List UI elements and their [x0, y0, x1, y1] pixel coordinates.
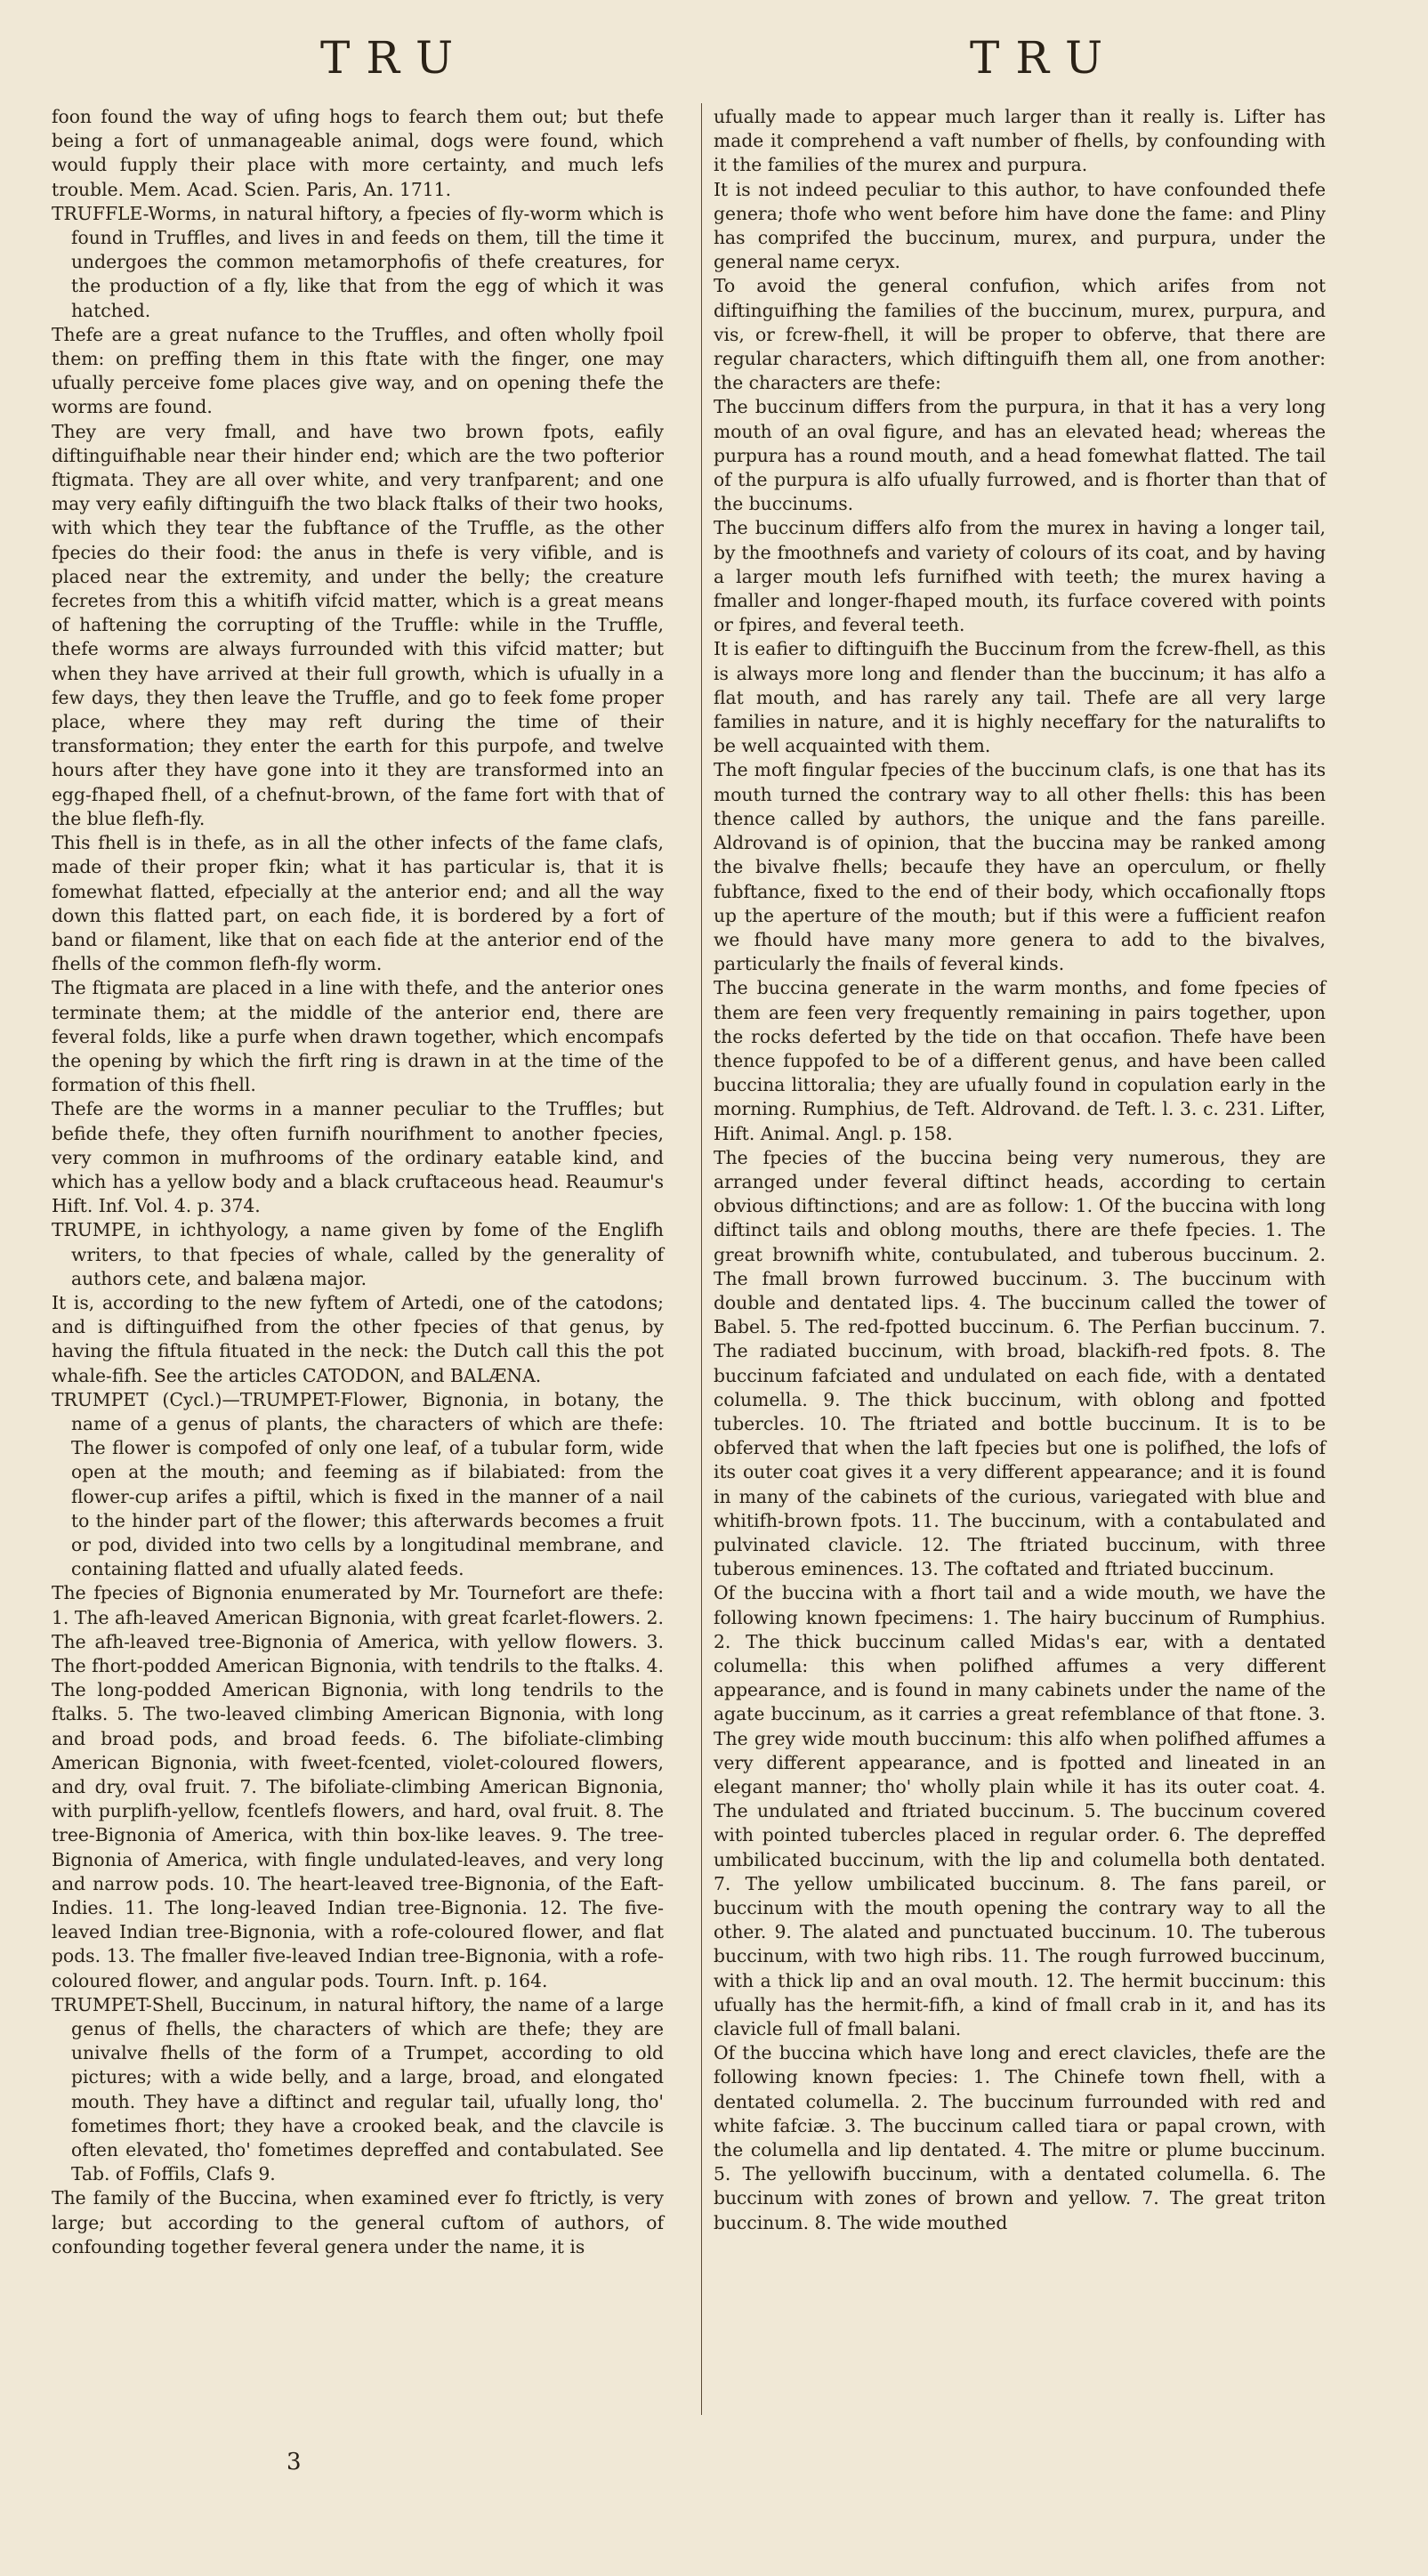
- paragraph: They are very fmall, and have two brown fpots, eafily diftinguifhable near their hinder end; which are the two pofterior ftigmata. They are all over white, and very tranfparent; and one may very eafily diftinguifh the two black ftalks of their two hooks, with which they tear the fubftance of the Truffle, as the other fpecies do their food: the anus in thefe is very vifible, and is placed near the extremity, and under the belly; the creature fecretes from this a whitifh vifcid matter, which is a great means of haftening the corrupting of the Truffle: while in the Truffle, thefe worms are always furrounded with this vifcid matter; but when they have arrived at their full growth, which is ufually in a few days, they then leave the Truffle, and go to feek fome proper place, where they may reft during the time of their transformation; they enter the earth for this purpofe, and twelve hours after they have gone into it they are transformed into an egg-fhaped fhell, of a chefnut-brown, of the fame fort with that of the blue flefh-fly.: [52, 420, 664, 829]
- paragraph: It is not indeed peculiar to this author, to have confounded thefe genera; thofe who went before him have done the fame: and Pliny has comprifed the buccinum, murex, and purpura, under the general name ceryx.: [714, 178, 1326, 273]
- paragraph: TRUFFLE-Worms, in natural hiftory, a fpecies of fly-worm which is found in Truffles, and lives in and feeds on them, till the time it undergoes the common metamorphofis of thefe creatures, for the production of a fly, like that from the egg of which it was hatched.: [52, 202, 664, 321]
- paragraph: Of the buccina with a fhort tail and a wide mouth, we have the following known fpecimens: 1. The hairy buccinum of Rumphius. 2. The thick buccinum called Midas's ear, with a dentated columella: this when polifhed affumes a very different appearance, and is found in many cabinets under the name of the agate buccinum, as it carries a great refemblance of that ftone. 3. The grey wide mouth buccinum: this alfo when polifhed affumes a very different appearance, and is fpotted and lineated in an elegant manner; tho' wholly plain while it has its outer coat. 4. The undulated and ftriated buccinum. 5. The buccinum covered with pointed tubercles placed in regular order. 6. The depreffed umbilicated buccinum, with the lip and columella both dentated. 7. The yellow umbilicated buccinum. 8. The fans pareil, or buccinum with the mouth opening the contrary way to all the other. 9. The alated and punctuated buccinum. 10. The tuberous buccinum, with two high ribs. 11. The rough furrowed buccinum, with a thick lip and an oval mouth. 12. The hermit buccinum: this ufually has the hermit-fifh, a kind of fmall crab in it, and has its clavicle full of fmall balani.: [714, 1582, 1326, 2040]
- paragraph: The family of the Buccina, when examined ever fo ftrictly, is very large; but according to the general cuftom of authors, of confounding together feveral genera under the name, it is: [52, 2187, 664, 2257]
- paragraph: TRUMPE, in ichthyology, a name given by fome of the Englifh writers, to that fpecies of whale, called by the generality of authors cete, and balæna major.: [52, 1219, 664, 1289]
- paragraph: The buccinum differs from the purpura, in that it has a very long mouth of an oval figure, and has an elevated head; whereas the purpura has a round mouth, and a head fomewhat flatted. The tail of the purpura is alfo ufually furrowed, and is fhorter than that of the buccinums.: [714, 396, 1326, 515]
- paragraph: It is, according to the new fyftem of Artedi, one of the catodons; and is diftinguifhed from the other fpecies of that genus, by having the fiftula fituated in the neck: the Dutch call this the pot whale-fifh. See the articles CATODON, and BALÆNA.: [52, 1291, 664, 1386]
- paragraph: ufually made to appear much larger than it really is. Lifter has made it comprehend a vaft number of fhells, by confounding with it the families of the murex and purpura.: [714, 106, 1326, 176]
- right-column: [714, 105, 1326, 2419]
- header-right-title: TRU: [970, 32, 1119, 84]
- paragraph: foon found the way of ufing hogs to fearch them out; but thefe being a fort of unmanageable animal, dogs were found, which would fupply their place with more certainty, and much lefs trouble. Mem. Acad. Scien. Paris, An. 1711.: [52, 106, 664, 200]
- paragraph: Thefe are the worms in a manner peculiar to the Truffles; but befide thefe, they often furnifh nourifhment to another fpecies, very common in mufhrooms of the ordinary eatable kind, and which has a yellow body and a black cruftaceous head. Reaumur's Hift. Inf. Vol. 4. p. 374.: [52, 1098, 664, 1217]
- paragraph: The ftigmata are placed in a line with thefe, and the anterior ones terminate them; at the middle of the anterior end, there are feveral folds, like a purfe when drawn together, which encompafs the opening by which the firft ring is drawn in at the time of the formation of this fhell.: [52, 977, 664, 1096]
- paragraph: The moft fingular fpecies of the buccinum clafs, is one that has its mouth turned the contrary way to all other fhells: this has been thence called by authors, the unique and the fans pareille. Aldrovand is of opinion, that the buccina may be ranked among the bivalve fhells; becaufe they have an operculum, or fhelly fubftance, fixed to the end of their body, which occafionally ftops up the aperture of the mouth; but if this were a fufficient reafon we fhould have many more genera to add to the bivalves, particularly the fnails of feveral kinds.: [714, 759, 1326, 975]
- left-column: [52, 105, 664, 2419]
- paragraph: TRUMPET (Cycl.)—TRUMPET-Flower, Bignonia, in botany, the name of a genus of plants, the characters of which are thefe: The flower is compofed of only one leaf, of a tubular form, wide open at the mouth; and feeming as if bilabiated: from the flower-cup arifes a piftil, which is fixed in the manner of a nail to the hinder part of the flower; this afterwards becomes a fruit or pod, divided into two cells by a longitudinal membrane, and containing flatted and ufually alated feeds.: [52, 1388, 664, 1580]
- paragraph: The fpecies of Bignonia enumerated by Mr. Tournefort are thefe: 1. The afh-leaved American Bignonia, with great fcarlet-flowers. 2. The afh-leaved tree-Bignonia of America, with yellow flowers. 3. The fhort-podded American Bignonia, with tendrils to the ftalks. 4. The long-podded American Bignonia, with long tendrils to the ftalks. 5. The two-leaved climbing American Bignonia, with long and broad pods, and broad feeds. 6. The bifoliate-climbing American Bignonia, with fweet-fcented, violet-coloured flowers, and dry, oval fruit. 7. The bifoliate-climbing American Bignonia, with purplifh-yellow, fcentlefs flowers, and hard, oval fruit. 8. The tree-Bignonia of America, with thin box-like leaves. 9. The tree-Bignonia of America, with fingle undulated-leaves, and very long and narrow pods. 10. The heart-leaved tree-Bignonia, of the Eaft-Indies. 11. The long-leaved Indian tree-Bignonia. 12. The five-leaved Indian tree-Bignonia, with a rofe-coloured flower, and flat pods. 13. The fmaller five-leaved Indian tree-Bignonia, with a rofe-coloured flower, and angular pods. Tourn. Inft. p. 164.: [52, 1582, 664, 1991]
- paragraph: To avoid the general confufion, which arifes from not diftinguifhing the families of the buccinum, murex, purpura, and vis, or fcrew-fhell, it will be proper to obferve, that there are regular characters, which diftinguifh them all, one from another: the characters are thefe:: [714, 275, 1326, 394]
- running-header: [0, 32, 1428, 94]
- column-divider: [701, 103, 702, 2415]
- paragraph: The buccina generate in the warm months, and fome fpecies of them are feen very frequently remaining in pairs together, upon the rocks deferted by the tide on that occafion. Thefe have been thence fuppofed to be of a different genus, and have been called buccina littoralia; they are ufually found in copulation early in the morning. Rumphius, de Teft. Aldrovand. de Teft. l. 3. c. 231. Lifter, Hift. Animal. Angl. p. 158.: [714, 977, 1326, 1144]
- paragraph: This fhell is in thefe, as in all the other infects of the fame clafs, made of their proper fkin; what it has particular is, that it is fomewhat flatted, efpecially at the anterior end; and all the way down this flatted part, on each fide, it is bordered by a fort of band or filament, like that on each fide at the anterior end of the fhells of the common flefh-fly worm.: [52, 832, 664, 975]
- paragraph: TRUMPET-Shell, Buccinum, in natural hiftory, the name of a large genus of fhells, the characters of which are thefe; they are univalve fhells of the form of a Trumpet, according to old pictures; with a wide belly, and a large, broad, and elongated mouth. They have a diftinct and regular tail, ufually long, tho' fometimes fhort; they have a crooked beak, and the clavcile is often elevated, tho' fometimes depreffed and contabulated. See Tab. of Foffils, Clafs 9.: [52, 1993, 664, 2185]
- page-number: 3: [286, 2449, 302, 2475]
- paragraph: The fpecies of the buccina being very numerous, they are arranged under feveral diftinct heads, according to certain obvious diftinctions; and are as follow: 1. Of the buccina with long diftinct tails and oblong mouths, there are thefe fpecies. 1. The great brownifh white, contubulated, and tuberous buccinum. 2. The fmall brown furrowed buccinum. 3. The buccinum with double and dentated lips. 4. The buccinum called the tower of Babel. 5. The red-fpotted buccinum. 6. The Perfian buccinum. 7. The radiated buccinum, with broad, blackifh-red fpots. 8. The buccinum fafciated and undulated on each fide, with a dentated columella. 9. The thick buccinum, with oblong and fpotted tubercles. 10. The ftriated and bottle buccinum. It is to be obferved that when the laft fpecies but one is polifhed, the lofs of its outer coat gives it a very different appearance; and it is found in many of the cabinets of the curious, variegated with blue and whitifh-brown fpots. 11. The buccinum, with a contabulated and pulvinated clavicle. 12. The ftriated buccinum, with three tuberous eminences. 13. The coftated and ftriated buccinum.: [714, 1146, 1326, 1580]
- header-left-title: TRU: [320, 32, 470, 84]
- paragraph: The buccinum differs alfo from the murex in having a longer tail, by the fmoothnefs and variety of colours of its coat, and by having a larger mouth lefs furnifhed with teeth; the murex having a fmaller and longer-fhaped mouth, its furface covered with points or fpires, and feveral teeth.: [714, 517, 1326, 636]
- paragraph: It is eafier to diftinguifh the Buccinum from the fcrew-fhell, as this is always more long and flender than the buccinum; it has alfo a flat mouth, and has rarely any tail. Thefe are all very large families in nature, and it is highly neceffary for the naturalifts to be well acquainted with them.: [714, 638, 1326, 757]
- paragraph: Thefe are a great nufance to the Truffles, and often wholly fpoil them: on preffing them in this ftate with the finger, one may ufually perceive fome places give way, and on opening thefe the worms are found.: [52, 323, 664, 418]
- paragraph: Of the buccina which have long and erect clavicles, thefe are the following known fpecies: 1. The Chinefe town fhell, with a dentated columella. 2. The buccinum furrounded with red and white fafciæ. 3. The buccinum called tiara or papal crown, with the columella and lip dentated. 4. The mitre or plume buccinum. 5. The yellowifh buccinum, with a dentated columella. 6. The buccinum with zones of brown and yellow. 7. The great triton buccinum. 8. The wide mouthed: [714, 2042, 1326, 2233]
